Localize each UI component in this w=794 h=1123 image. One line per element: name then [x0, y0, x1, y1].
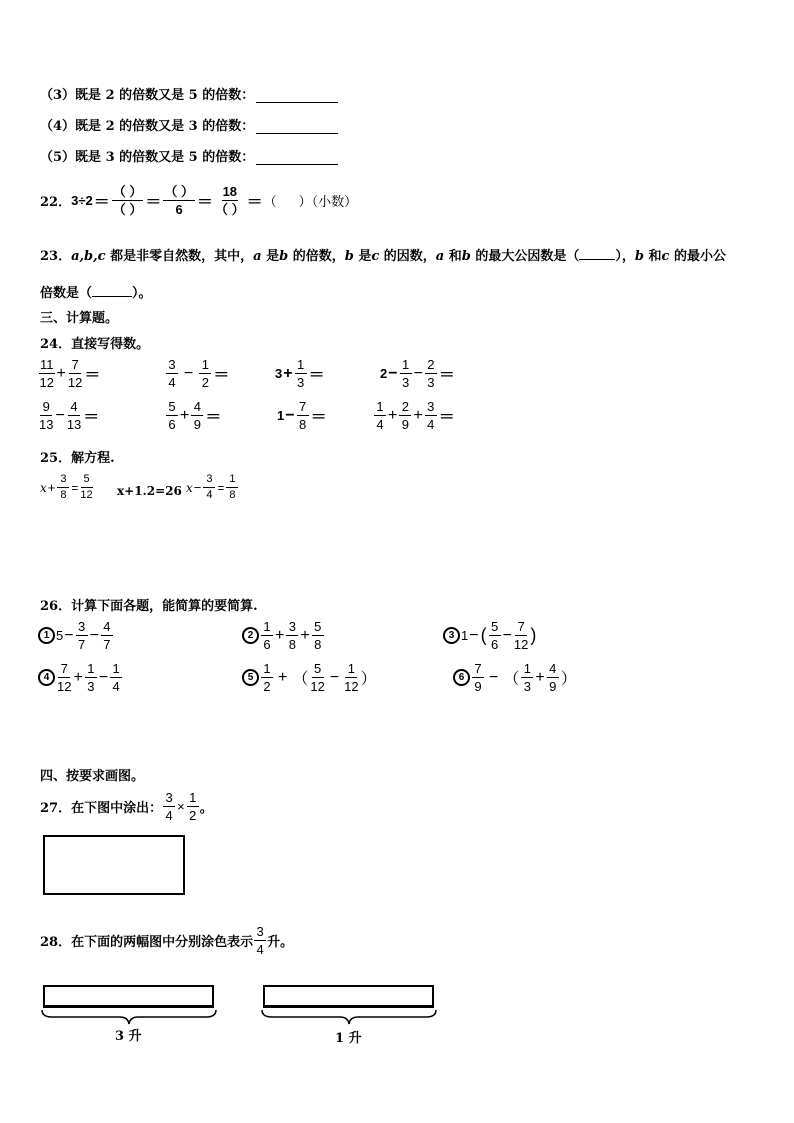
q25-equation-2: x+1.2=26 [117, 484, 182, 498]
q24-r1c2: $\frac{3}{4}$ − $\frac{1}{2}$ ＝ [165, 358, 230, 389]
fraction: $\frac{( )}{( )}$ [112, 183, 143, 217]
q21-item-5: （5）既是 3 的倍数又是 5 的倍数： [40, 146, 338, 165]
q24-r2c4: $\frac{1}{4}$ + $\frac{2}{9}$ + $\frac{3}{4}$ ＝ [373, 400, 456, 431]
answer-blank[interactable] [256, 120, 338, 134]
q24-r2c2: $\frac{5}{6}$ + $\frac{4}{9}$ ＝ [165, 400, 222, 431]
answer-blank[interactable] [256, 151, 338, 165]
section-3-heading: 三、计算题。 [40, 311, 119, 326]
q28-label-3-liters: 3 升 [115, 1029, 142, 1044]
q25-equation-3: x − $\frac{3}{4}$ = $\frac{1}{8}$ [186, 474, 239, 501]
q24-r1c3: 3 + $\frac{1}{3}$ ＝ [275, 357, 325, 390]
q25-equation-1: x + $\frac{3}{8}$ = $\frac{5}{12}$ [40, 473, 93, 501]
q27-rectangle[interactable] [43, 835, 185, 895]
q26-problem-6: 6 $\frac{7}{9}$ − （ $\frac{1}{3}$ + $\frac{4}{9}$ ） [453, 662, 578, 693]
fraction: $\frac{( )}{6}$ [164, 183, 194, 217]
q28-bar-1-liter[interactable] [263, 985, 434, 1008]
q28-title: 28．在下面的两幅图中分别涂色表示 $\frac{3}{4}$ 升。 [40, 923, 294, 957]
q22-line: 22． 3÷2 ＝ $\frac{( )}{( )}$ ＝ $\frac{( )}{6}$ ＝ $\frac{18}{( )}$ ＝ （ ）（小数） [40, 183, 358, 217]
q24-r1c1: $\frac{11}{12}$ + $\frac{7}{12}$ ＝ [39, 357, 101, 390]
q28-bar-3-liters[interactable] [43, 985, 214, 1008]
q28-label-1-liter: 1 升 [335, 1031, 362, 1046]
q24-r1c4: 2 − $\frac{1}{3}$ − $\frac{2}{3}$ ＝ [380, 357, 455, 390]
q24-title: 24．直接写得数。 [40, 337, 150, 352]
q26-problem-3: 3 1 − ( $\frac{5}{6}$ − $\frac{7}{12}$ ) [443, 620, 537, 651]
q26-problem-5: 5 $\frac{1}{2}$ + （ $\frac{5}{12}$ − $\frac{1}{12}$ ） [242, 662, 378, 693]
q26-title: 26．计算下面各题，能简算的要简算. [40, 599, 258, 614]
answer-blank[interactable] [579, 247, 615, 260]
q23-line-2: 倍数是（ ）。 [40, 286, 152, 301]
brace-icon [40, 1008, 218, 1026]
q26-problem-2: 2 $\frac{1}{6}$ + $\frac{3}{8}$ + $\frac{5}{8}$ [242, 620, 325, 651]
q25-title: 25．解方程. [40, 451, 115, 466]
answer-blank[interactable] [92, 284, 132, 297]
q24-r2c3: 1 − $\frac{7}{8}$ ＝ [277, 399, 327, 432]
q24-r2c1: $\frac{9}{13}$ − $\frac{4}{13}$ ＝ [39, 399, 100, 432]
q21-item-4: （4）既是 2 的倍数又是 3 的倍数： [40, 115, 338, 134]
q26-problem-4: 4 $\frac{7}{12}$ + $\frac{1}{3}$ − $\frac{1}{4}$ [38, 662, 123, 693]
brace-icon [260, 1008, 438, 1026]
q21-item-3: （3）既是 2 的倍数又是 5 的倍数： [40, 84, 338, 103]
q23-line-1: 23．a,b,c 都是非零自然数，其中，a 是b 的倍数，b 是c 的因数，a 和b 的最大公因数是（ ），b 和c 的最小公 [40, 249, 726, 264]
q26-problem-1: 1 5 − $\frac{3}{7}$ − $\frac{4}{7}$ [38, 620, 114, 651]
section-4-heading: 四、按要求画图。 [40, 769, 145, 784]
fraction: $\frac{18}{( )}$ [215, 183, 245, 217]
q27-title: 27．在下图中涂出： $\frac{3}{4}$ × $\frac{1}{2}$ 。 [40, 789, 213, 823]
answer-blank[interactable] [256, 89, 338, 103]
